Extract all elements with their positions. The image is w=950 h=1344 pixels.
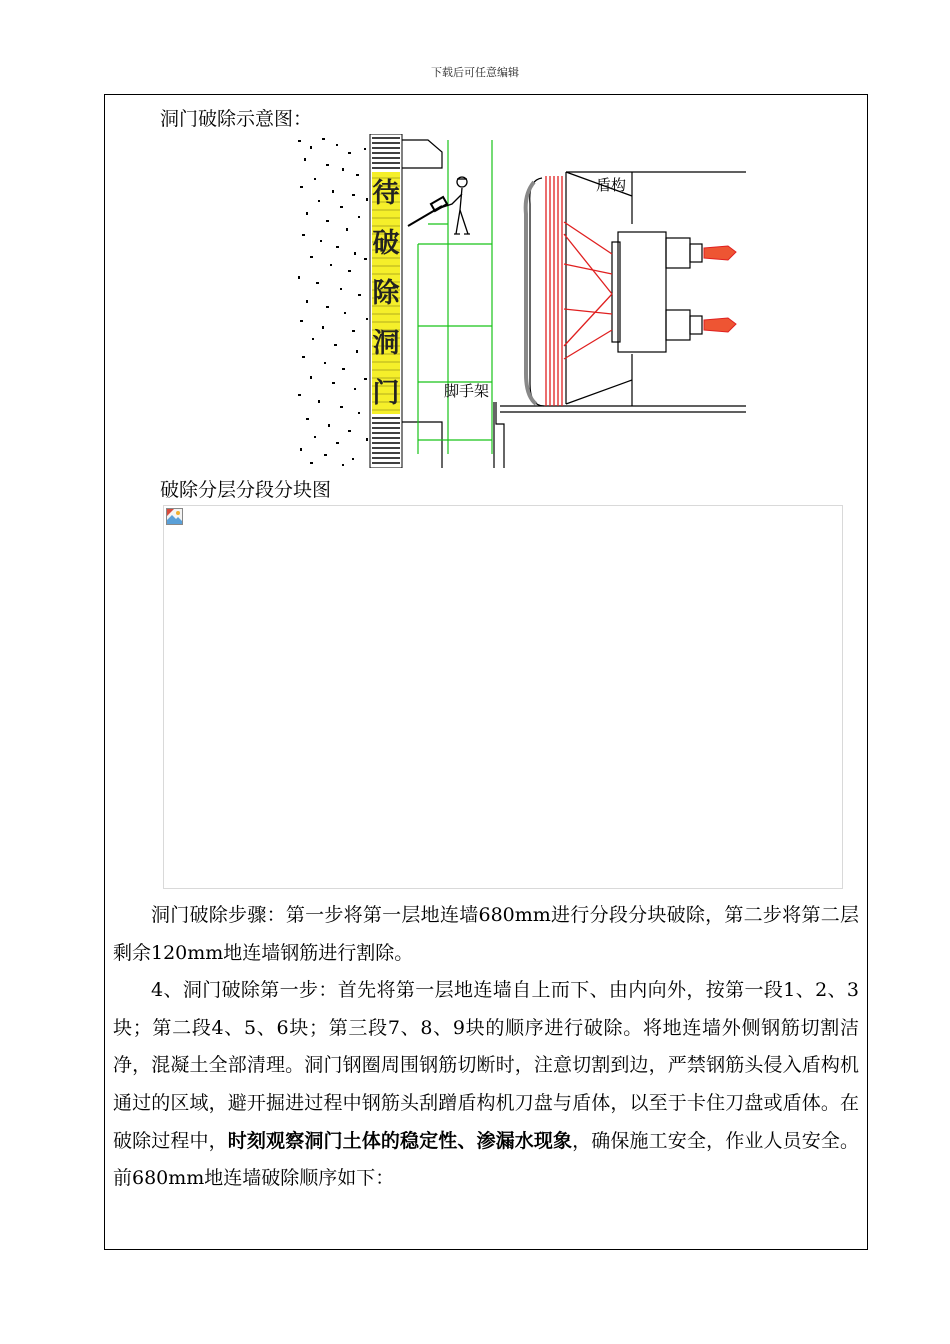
scaffold <box>418 140 492 454</box>
layering-caption: 破除分层分段分块图 <box>160 479 332 501</box>
soil-texture <box>298 138 368 466</box>
paragraph-steps: 洞门破除步骤：第一步将第一层地连墙680mm进行分段分块破除，第二步将第二层剩余120mm地连墙钢筋进行割除。 <box>113 904 859 964</box>
portal-demolition-diagram <box>296 134 746 468</box>
page-header-note: 下载后可任意编辑 <box>431 66 519 79</box>
wall-char-1: 待 <box>372 178 400 209</box>
step4-emphasis: 时刻观察洞门土体的稳定性、渗漏水现象 <box>227 1129 573 1152</box>
step4-text-1: 4、洞门破除第一步：首先将第一层地连墙自上而下、由内向外，按第一段1、2、3块；第二段4、5、6块；第三段7、8、9块的顺序进行破除。将地连墙外侧钢筋切割洁净，混凝土全部清理。洞门钢圈周围钢筋切断时，注意切割到边，严禁钢筋头侵入盾构机通过的区域，避开掘进过程中钢筋头刮蹭盾构机刀盘与盾体，以至于卡住刀盘或盾体。在破除过程中， <box>113 979 859 1152</box>
paragraph-step4 <box>113 972 859 1198</box>
wall-char-5: 门 <box>372 378 400 409</box>
scaffold-label: 脚手架 <box>444 382 490 400</box>
shield-machine <box>500 172 746 412</box>
cutter-head <box>546 176 612 406</box>
shield-label: 盾构 <box>596 176 627 194</box>
wall-char-3: 除 <box>372 278 400 309</box>
layering-diagram-placeholder <box>163 505 843 889</box>
cutter-disc-edge <box>526 182 536 404</box>
body-text <box>113 897 859 1198</box>
wall-char-2: 破 <box>372 228 400 259</box>
broken-image-icon <box>166 508 183 525</box>
shaft-outline <box>402 140 504 468</box>
diagram-caption: 洞门破除示意图： <box>160 108 313 130</box>
wall-char-4: 洞 <box>372 328 400 359</box>
step4-text-2: ，确保施工安全，作业人员安全。前680mm地连墙破除顺序如下： <box>113 1129 859 1190</box>
jack-nozzles <box>704 246 736 332</box>
breaker-hammer <box>408 197 447 226</box>
